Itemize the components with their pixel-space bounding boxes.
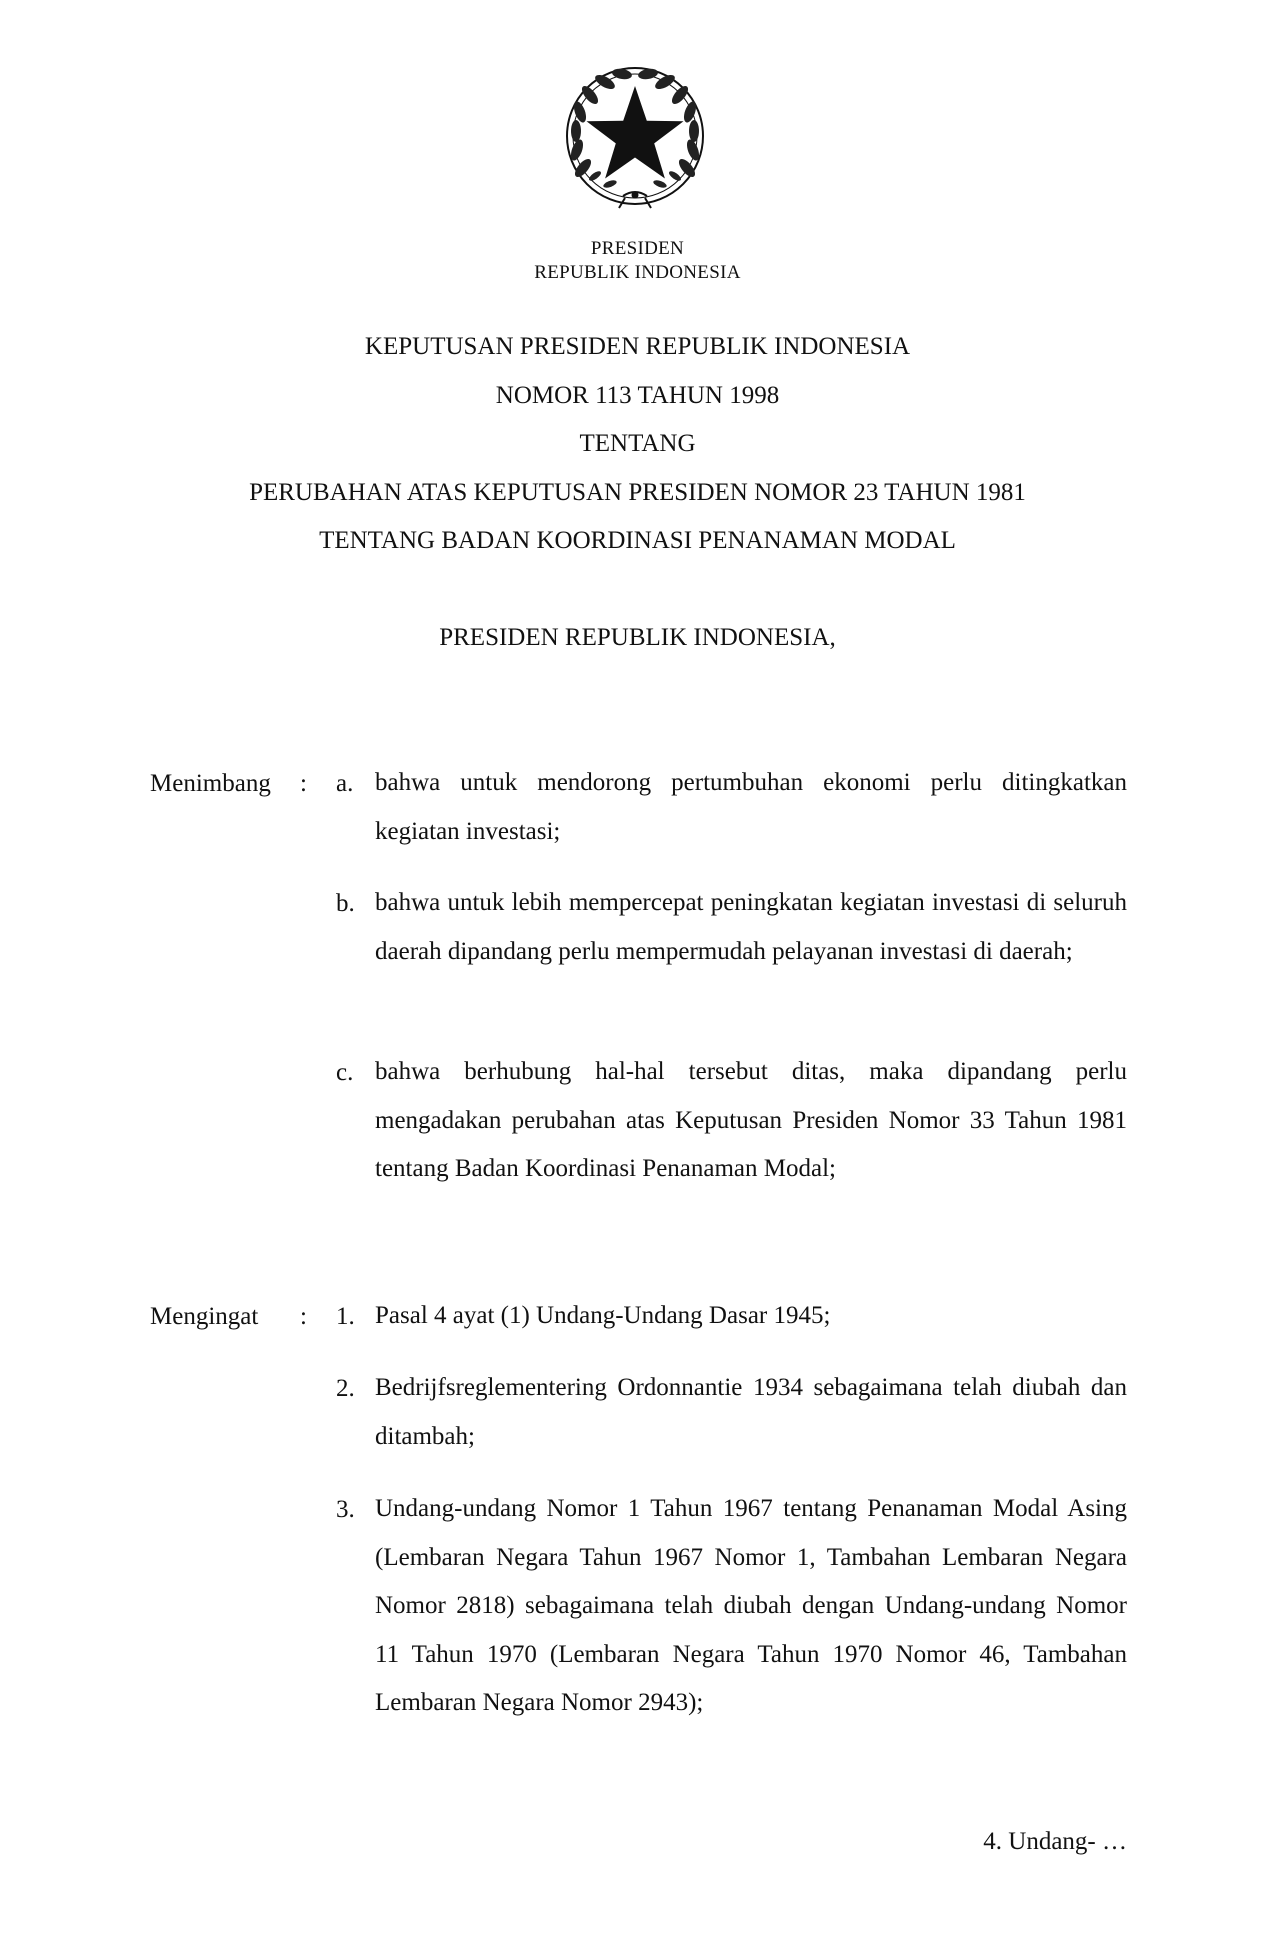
title-line5: TENTANG BADAN KOORDINASI PENANAMAN MODAL: [319, 527, 956, 554]
letterhead-line1: PRESIDEN: [590, 238, 685, 259]
letterhead-line2: REPUBLIK INDONESIA: [534, 262, 741, 283]
menimbang-item-a-marker: a.: [336, 770, 354, 797]
title-line1: KEPUTUSAN PRESIDEN REPUBLIK INDONESIA: [364, 333, 911, 360]
mengingat-item-3-marker: 3.: [336, 1496, 355, 1523]
presidential-seal-icon: [555, 58, 715, 218]
preamble: PRESIDEN REPUBLIK INDONESIA,: [439, 624, 836, 651]
menimbang-colon: :: [300, 770, 307, 797]
menimbang-label: Menimbang: [150, 770, 271, 797]
menimbang-item-a-text: bahwa untuk mendorong pertumbuhan ekonomi perlu ditingkatkan kegiatan investasi;: [375, 769, 1127, 845]
title-line4: PERUBAHAN ATAS KEPUTUSAN PRESIDEN NOMOR 23 TAHUN 1981: [249, 479, 1026, 506]
mengingat-item-1-text: Pasal 4 ayat (1) Undang-Undang Dasar 1945;: [375, 1302, 831, 1329]
mengingat-item-2-text: Bedrijfsreglementering Ordonnantie 1934 sebagaimana telah diubah dan ditambah;: [375, 1374, 1127, 1450]
menimbang-item-c-marker: c.: [336, 1059, 354, 1086]
mengingat-item-2-marker: 2.: [336, 1375, 355, 1402]
mengingat-item-3-text: Undang-undang Nomor 1 Tahun 1967 tentang Penanaman Modal Asing (Lembaran Negara Tahun 1967 Nomor 1, Tambahan Lembaran Negara Nomor 2818) sebagaimana telah diubah dengan Undang-undang Nomor 11 Tahun 1970 (Lembaran Negara Tahun 1970 Nomor 46, Tambahan Lembaran Negara Nomor 2943);: [375, 1495, 1127, 1716]
title-line3: TENTANG: [579, 430, 696, 457]
menimbang-item-b-text: bahwa untuk lebih mempercepat peningkatan kegiatan investasi di seluruh daerah dipandang perlu mempermudah pelayanan investasi di daerah;: [375, 889, 1127, 965]
menimbang-item-b-marker: b.: [336, 890, 355, 917]
continuation-marker: 4. Undang- …: [983, 1828, 1127, 1855]
title-line2: NOMOR 113 TAHUN 1998: [495, 382, 780, 409]
menimbang-item-c-text: bahwa berhubung hal-hal tersebut ditas, maka dipandang perlu mengadakan perubahan atas Keputusan Presiden Nomor 33 Tahun 1981 tentang Badan Koordinasi Penanaman Modal;: [375, 1058, 1127, 1182]
mengingat-label: Mengingat: [150, 1303, 259, 1330]
mengingat-colon: :: [300, 1303, 307, 1330]
mengingat-item-1-marker: 1.: [336, 1303, 355, 1330]
